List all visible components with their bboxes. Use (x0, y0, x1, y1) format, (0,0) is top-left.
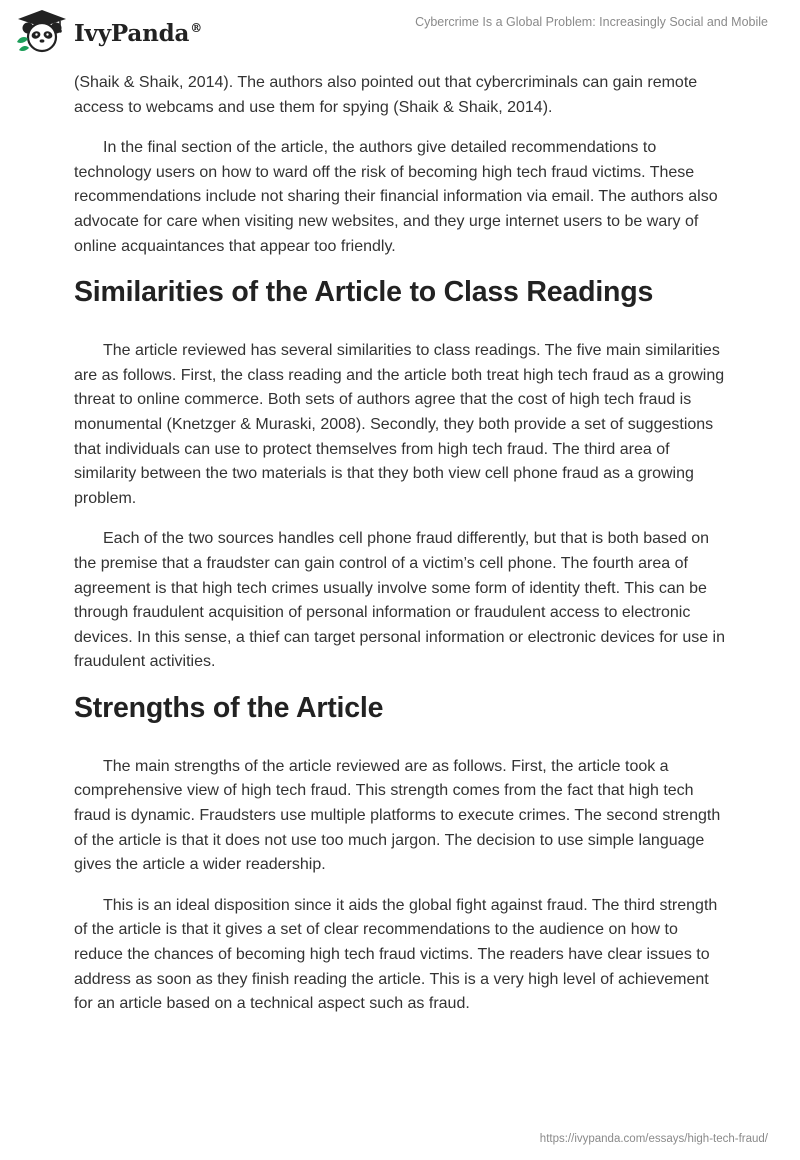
source-url[interactable]: https://ivypanda.com/essays/high-tech-fraud/ (539, 1133, 768, 1145)
registered-mark: ® (190, 20, 202, 35)
ivypanda-logo[interactable] (14, 8, 202, 54)
paragraph: In the final section of the article, the authors give detailed recommendations to technology users on how to ward off the risk of becoming high tech fraud victims. These recommendations include not sharing their financial information via email. The authors also advocate for care when visiting new websites, and they urge internet users to be wary of online acquaintances that appear too friendly. (74, 139, 718, 255)
paragraph: Each of the two sources handles cell phone fraud differently, but that is both based on the premise that a fraudster can gain control of a victim’s cell phone. The fourth area of agreement is that high tech crimes usually involve some form of identity theft. This can be through fraudulent acquisition of personal information or fraudulent access to electronic devices. In this sense, a thief can target personal information or electronic devices for use in fraudulent activities. (74, 530, 726, 671)
running-title: Cybercrime Is a Global Problem: Increasingly Social and Mobile (415, 15, 768, 29)
paragraph: The main strengths of the article reviewed are as follows. First, the article took a comprehensive view of high tech fraud. This strength comes from the fact that high tech fraud is dynamic. Fraudsters use multiple platforms to execute crimes. The second strength of the article is that it does not use too much jargon. The decision to use simple language gives the article a wider readership. (74, 757, 721, 874)
paragraph: This is an ideal disposition since it aids the global fight against fraud. The third strength of the article is that it gives a set of clear recommendations to the audience on how to reduce the chances of becoming high tech fraud victims. The readers have clear issues to address as soon as they finish reading the article. This is a very high level of achievement for an article based on a technical aspect such as fraud. (74, 896, 718, 1013)
paragraph: The article reviewed has several similarities to class readings. The five main similarities are as follows. First, the class reading and the article both treat high tech fraud as a growing threat to online commerce. Both sets of authors agree that the cost of high tech fraud is monumental (Knetzger & Muraski, 2008). Secondly, they both provide a set of suggestions that individuals can use to protect themselves from high tech fraud. The third area of similarity between the two materials is that they both view cell phone fraud as a growing problem. (74, 342, 725, 507)
page-header (0, 0, 800, 60)
section-heading-similarities: Similarities of the Article to Class Readings (74, 276, 654, 309)
section-heading-strengths: Strengths of the Article (74, 691, 384, 724)
essay-content (74, 71, 730, 1033)
logo-wordmark: IvyPanda® (74, 19, 202, 47)
panda-graduate-icon (14, 8, 70, 54)
paragraph: (Shaik & Shaik, 2014). The authors also pointed out that cybercriminals can gain remote access to webcams and use them for spying (Shaik & Shaik, 2014). (74, 74, 698, 116)
